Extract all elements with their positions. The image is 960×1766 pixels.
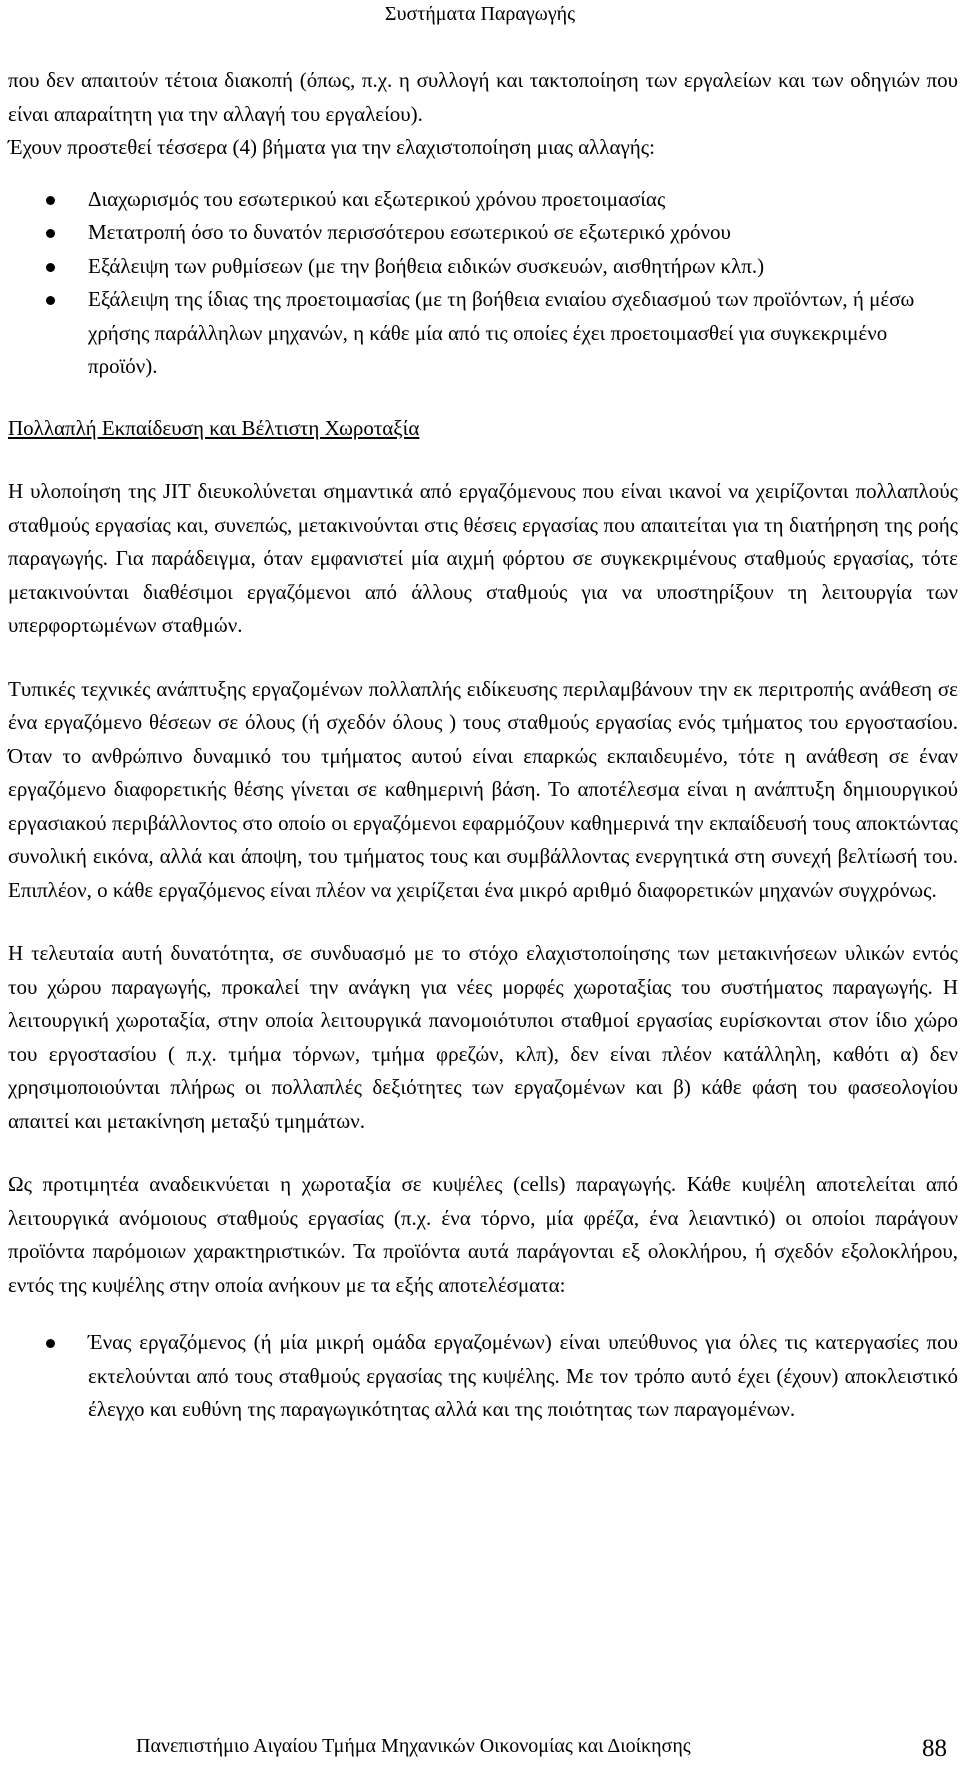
list-item: [8, 283, 958, 384]
intro-continuation: που δεν απαιτούν τέτοια διακοπή (όπως, π.χ. η συλλογή και τακτοποίηση των εργαλείων και των οδηγιών που είναι απαραίτητη για την αλλαγή του εργαλείου).: [8, 68, 958, 126]
step-text: Εξάλειψη της ίδιας της προετοιμασίας (με τη βοήθεια ενιαίου σχεδιασμού των προϊόντων, ή μέσω χρήσης παράλληλων μηχανών, η κάθε μία από τις οποίες έχει προετοιμασθεί για συγκεκριμένο προϊόν).: [88, 287, 915, 378]
header-title: Συστήματα Παραγωγής: [384, 3, 576, 25]
page-header: [0, 2, 960, 26]
bullet-icon: [46, 1339, 55, 1348]
bullet-icon: [46, 263, 55, 272]
footer-text: Πανεπιστήμιο Αιγαίου Τμήμα Μηχανικών Οικονομίας και Διοίκησης: [136, 1735, 691, 1757]
paragraph-cells: Ως προτιμητέα αναδεικνύεται η χωροταξία σε κυψέλες (cells) παραγωγής. Κάθε κυψέλη αποτελείται από λειτουργικά ανόμοιους σταθμούς εργασίας (π.χ. ένα τόρνο, μία φρέζα, ένα λειαντικό) οι οποίοι παράγουν προϊόντα παρόμοιων χαρακτηριστικών. Τα προϊόντα αυτά παράγονται εξ ολοκλήρου, ή σχεδόν εξολοκλήρου, εντός της κυψέλης στην οποία ανήκουν με τα εξής αποτελέσματα:: [8, 1172, 958, 1297]
page-number: 88: [922, 1735, 947, 1762]
paragraph-multiskill: Τυπικές τεχνικές ανάπτυξης εργαζομένων πολλαπλής ειδίκευσης περιλαμβάνουν την εκ περιτροπής ανάθεση σε ένα εργαζόμενο θέσεων σε όλους (ή σχεδόν όλους ) τους σταθμούς εργασίας ενός τμήματος του εργοστασίου. Όταν το ανθρώπινο δυναμικό του τμήματος αυτού είναι επαρκώς εκπαιδευμένο, τότε η ανάθεση σε έναν εργαζόμενο διαφορετικής θέσης γίνεται σε καθημερινή βάση. Το αποτέλεσμα είναι η ανάπτυξη δημιουργικού εργασιακού περιβάλλοντος στο οποίο οι εργαζόμενοι εφαρμόζουν καθημερινά την εκπαίδευσή τους αποκτώντας συνολική εικόνα, αλλά και άποψη, του τμήματος τους και συμβάλλοντας ενεργητικά στη συνεχή βελτίωσή του. Επιπλέον, ο κάθε εργαζόμενος είναι πλέον να χειρίζεται ένα μικρό αριθμό διαφορετικών μηχανών συγχρόνως.: [8, 676, 958, 902]
list-item: [8, 250, 958, 284]
paragraph-jit: Η υλοποίηση της JIT διευκολύνεται σημαντικά από εργαζόμενους που είναι ικανοί να χειρίζονται πολλαπλούς σταθμούς εργασίας και, συνεπώς, μετακινούνται στις θέσεις εργασίας που απαιτείται για τη διατήρηση της ροής παραγωγής. Για παράδειγμα, όταν εμφανιστεί μία αιχμή φόρτου σε συγκεκριμένους σταθμούς εργασίας, τότε μετακινούνται διαθέσιμοι εργαζόμενοι από άλλους σταθμούς για να υποστηρίξουν τη λειτουργία των υπερφορτωμένων σταθμών.: [8, 479, 958, 637]
bullet-icon: [46, 196, 55, 205]
section-heading: Πολλαπλή Εκπαίδευση και Βέλτιστη Χωροταξία: [8, 415, 420, 440]
list-item: [8, 183, 958, 217]
steps-list: [8, 183, 958, 384]
intro-steps-lead: Έχουν προστεθεί τέσσερα (4) βήματα για την ελαχιστοποίηση μιας αλλαγής:: [8, 135, 655, 159]
step-text: Εξάλειψη των ρυθμίσεων (με την βοήθεια ειδικών συσκευών, αισθητήρων κλπ.): [88, 253, 765, 278]
bullet-icon: [46, 296, 55, 305]
page-content: [8, 64, 958, 1427]
bullet-icon: [46, 229, 55, 238]
results-list: [8, 1326, 958, 1427]
step-text: Μετατροπή όσο το δυνατόν περισσότερου εσωτερικού σε εξωτερικό χρόνου: [88, 220, 731, 244]
paragraph-layout: Η τελευταία αυτή δυνατότητα, σε συνδυασμό με το στόχο ελαχιστοποίησης των μετακινήσεων υλικών εντός του χώρου παραγωγής, προκαλεί την ανάγκη για νέες μορφές χωροταξίας του συστήματος παραγωγής. Η λειτουργική χωροταξία, στην οποία λειτουργικά πανομοιότυποι σταθμοί εργασίας ευρίσκονται στον ίδιο χώρο του εργοστασίου ( π.χ. τμήμα τόρνων, τμήμα φρεζών, κλπ), δεν είναι πλέον κατάλληλη, καθότι α) δεν χρησιμοποιούνται πλήρως οι πολλαπλές δεξιότητες των εργαζομένων και β) κάθε φάση του φασεολογίου απαιτεί και μετακίνηση μεταξύ τμημάτων.: [8, 941, 958, 1133]
result-text: Ένας εργαζόμενος (ή μία μικρή ομάδα εργαζομένων) είναι υπεύθυνος για όλες τις κατεργασίες που εκτελούνται από τους σταθμούς εργασίας της κυψέλης. Με τον τρόπο αυτό έχει (έχουν) αποκλειστικό έλεγχο και ευθύνη της παραγωγικότητας αλλά και της ποιότητας των παραγομένων.: [88, 1330, 958, 1421]
list-item: [8, 216, 958, 250]
list-item: [8, 1326, 958, 1427]
step-text: Διαχωρισμός του εσωτερικού και εξωτερικού χρόνου προετοιμασίας: [88, 186, 666, 211]
